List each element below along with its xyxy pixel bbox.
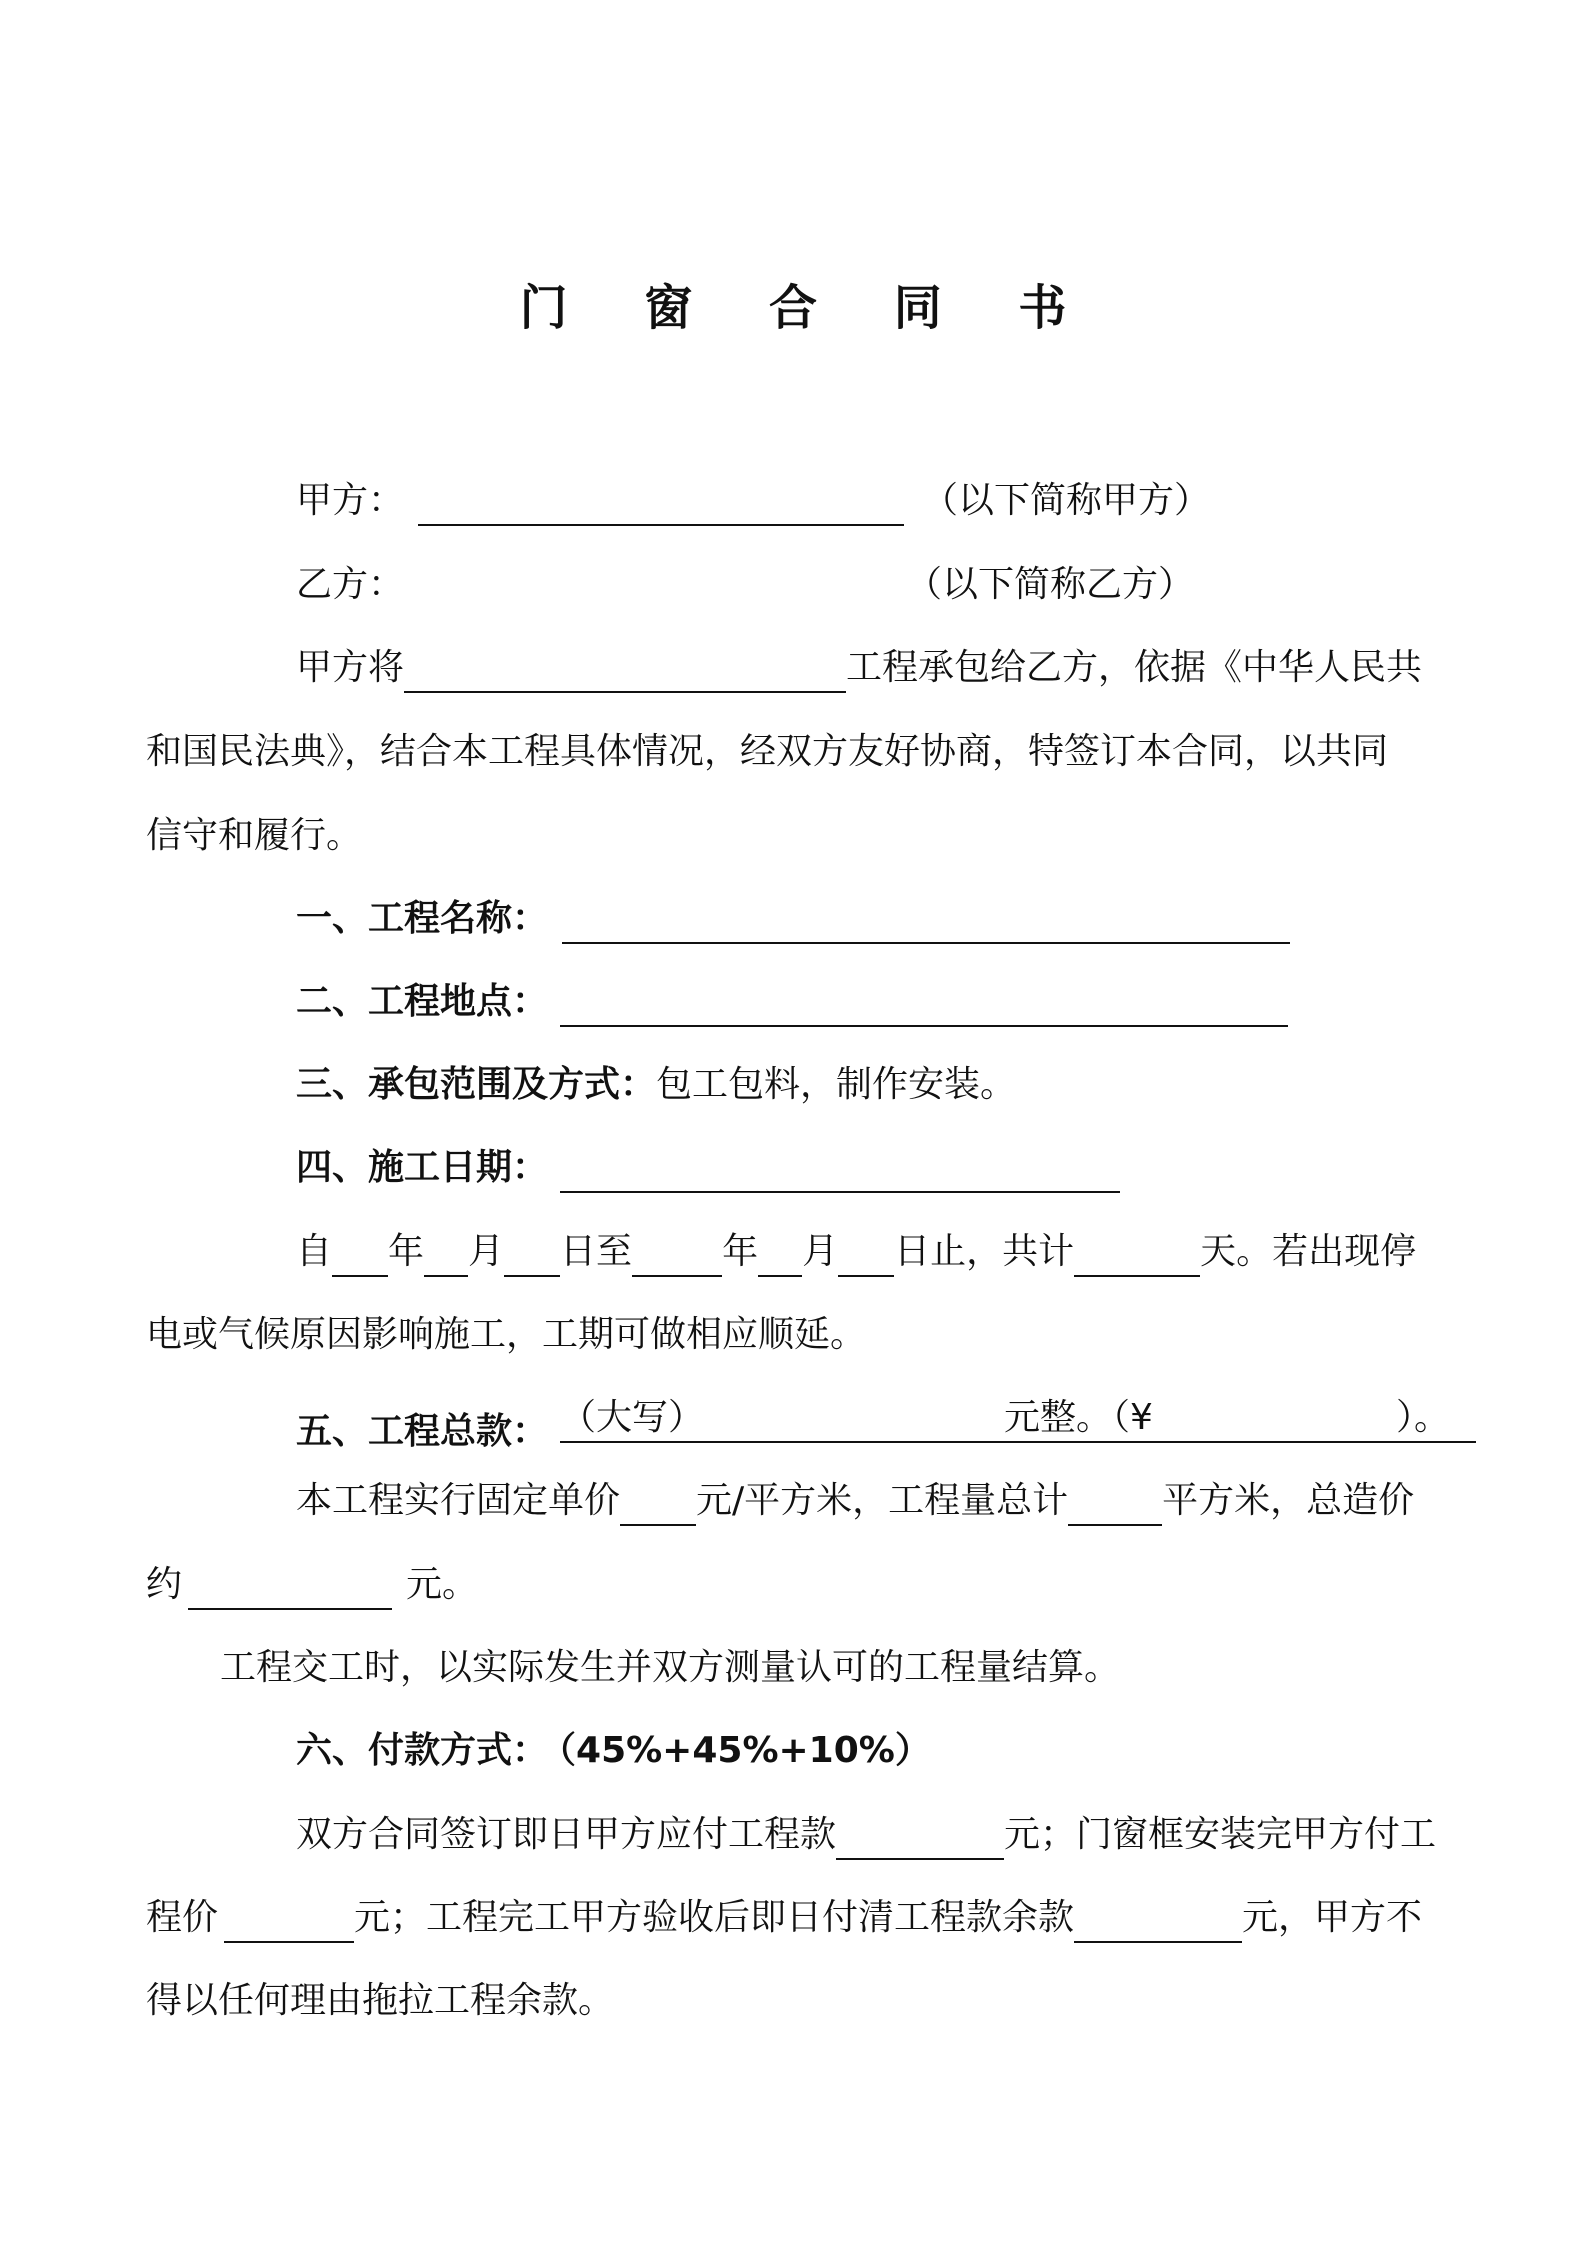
end-day-blank	[838, 1231, 894, 1277]
first-payment-blank	[836, 1814, 1004, 1860]
end-year-blank	[632, 1231, 722, 1277]
party-a-blank	[418, 480, 904, 526]
days-label: 天。若出现停	[1200, 1231, 1417, 1272]
capital-label: （大写）	[560, 1397, 705, 1438]
from-label: 自	[296, 1231, 333, 1272]
intro-suffix: 工程承包给乙方，依据《中华人民共	[846, 647, 1423, 688]
unit-prefix: 本工程实行固定单价	[296, 1480, 621, 1521]
party-a-line	[296, 476, 1210, 526]
day-end-label: 日止，共计	[894, 1231, 1075, 1272]
project-name-blank	[562, 898, 1290, 944]
yuan-whole-label: 元整。（¥	[1004, 1397, 1153, 1438]
section-1-label: 一、工程名称：	[296, 898, 549, 939]
section-3-line	[296, 1060, 1016, 1110]
approx-line	[146, 1560, 478, 1610]
unit-price-blank	[620, 1480, 696, 1526]
approx-yuan: 元。	[406, 1564, 479, 1605]
intro-line-3: 信守和履行。	[146, 815, 363, 856]
final-payment-blank	[1074, 1897, 1242, 1943]
approx-label: 约	[146, 1564, 183, 1605]
total-days-blank	[1074, 1231, 1200, 1277]
party-b-label: 乙方：	[296, 564, 405, 605]
p2-suffix: 元，甲方不	[1242, 1897, 1423, 1938]
area-blank	[1068, 1480, 1162, 1526]
document-title: 门 窗 合 同 书	[519, 280, 1097, 336]
end-month-blank	[758, 1231, 802, 1277]
party-a-label: 甲方：	[296, 480, 405, 521]
section-1-line	[296, 894, 1290, 944]
project-location-blank	[560, 981, 1288, 1027]
intro-prefix: 甲方将	[296, 647, 405, 688]
payment-line-1	[296, 1810, 1436, 1860]
section-6-label: 六、付款方式：	[296, 1730, 549, 1771]
settlement-line: 工程交工时，以实际发生并双方测量认可的工程量结算。	[220, 1647, 1121, 1688]
unit-price-line	[296, 1476, 1414, 1526]
section-2-label: 二、工程地点：	[296, 981, 549, 1022]
p1-suffix: 元；门窗框安装完甲方付工	[1004, 1814, 1437, 1855]
party-a-note: （以下简称甲方）	[922, 480, 1211, 521]
section-2-line	[296, 977, 1288, 1027]
payment-line-3: 得以任何理由拖拉工程余款。	[146, 1980, 615, 2021]
amount-close: ）。	[1396, 1397, 1451, 1438]
p2-mid: 元；工程完工甲方验收后即日付清工程款余款	[354, 1897, 1075, 1938]
payment-ratio: （45%+45%+10%）	[558, 1730, 931, 1771]
start-month-label: 月	[468, 1231, 505, 1272]
start-day-blank	[504, 1231, 560, 1277]
total-amount-underline	[560, 1393, 1476, 1443]
intro-line-1	[296, 643, 1422, 693]
date-line-2: 电或气候原因影响施工，工期可做相应顺延。	[146, 1314, 867, 1355]
unit-mid: 元/平方米，工程量总计	[696, 1480, 1069, 1521]
party-b-note: （以下简称乙方）	[906, 564, 1195, 605]
start-month-blank	[424, 1231, 468, 1277]
end-month-label: 月	[802, 1231, 839, 1272]
project-blank	[404, 647, 846, 693]
p1-prefix: 双方合同签订即日甲方应付工程款	[296, 1814, 837, 1855]
second-payment-blank	[224, 1897, 354, 1943]
intro-line-2: 和国民法典》，结合本工程具体情况，经双方友好协商，特签订本合同，以共同	[146, 731, 1389, 772]
start-year-blank	[332, 1231, 388, 1277]
section-4-line	[296, 1143, 1120, 1193]
section-5-line	[296, 1393, 1476, 1452]
approx-total-blank	[188, 1564, 392, 1610]
construction-date-blank	[560, 1147, 1120, 1193]
party-b-note-wrap	[906, 560, 1194, 610]
section-3-label: 三、承包范围及方式：	[296, 1064, 657, 1105]
party-b-line	[296, 560, 404, 610]
payment-line-2	[146, 1893, 1422, 1943]
date-range-line	[296, 1227, 1416, 1277]
unit-suffix: 平方米，总造价	[1162, 1480, 1415, 1521]
start-year-label: 年	[388, 1231, 425, 1272]
p2-prefix: 程价	[146, 1897, 219, 1938]
section-3-value: 包工包料，制作安装。	[656, 1064, 1017, 1105]
section-5-label: 五、工程总款：	[296, 1411, 549, 1452]
section-4-label: 四、施工日期：	[296, 1147, 549, 1188]
end-year-label: 年	[722, 1231, 759, 1272]
section-6-line	[296, 1726, 931, 1776]
day-to-label: 日至	[560, 1231, 633, 1272]
